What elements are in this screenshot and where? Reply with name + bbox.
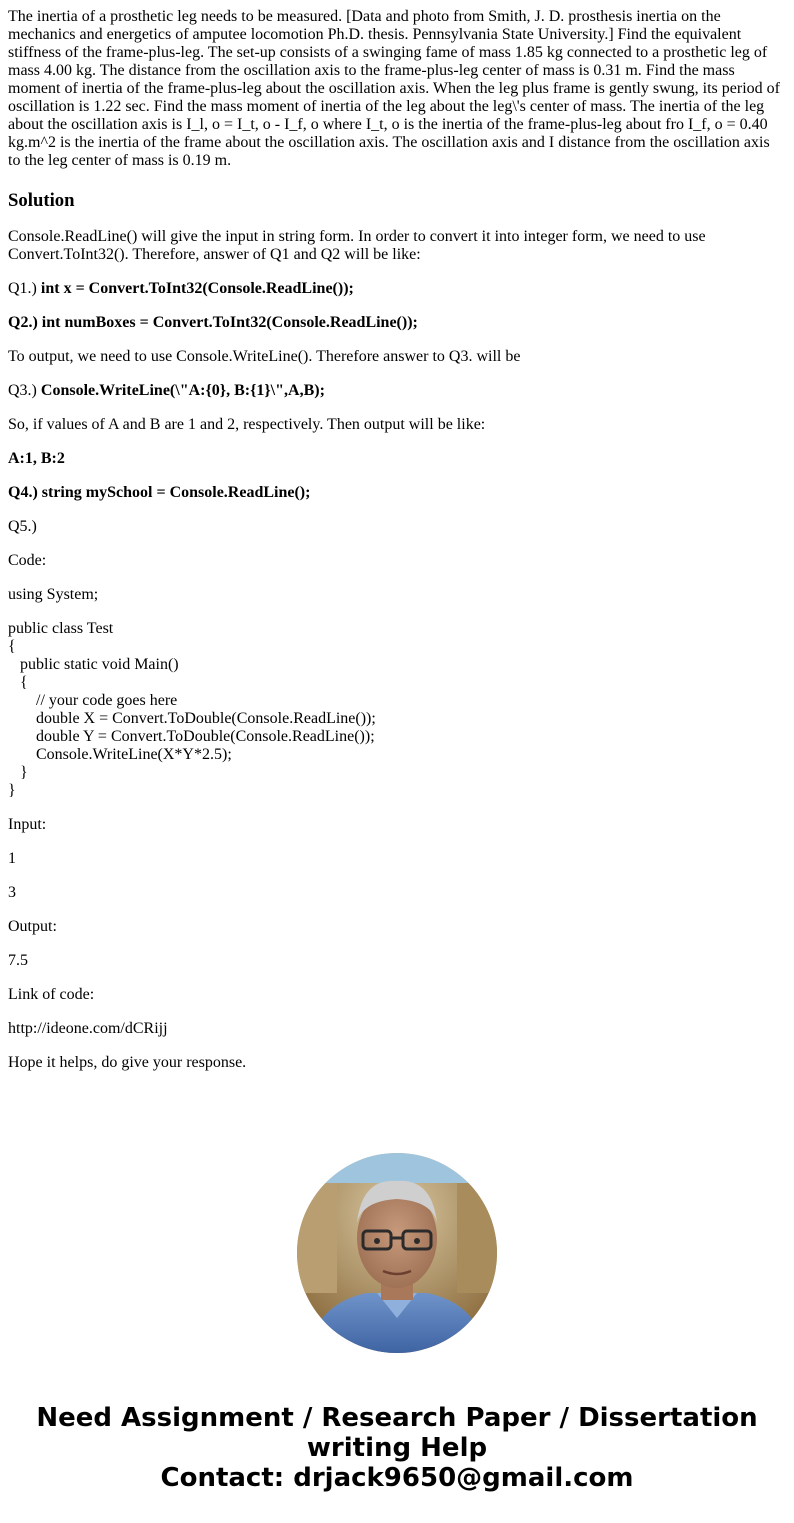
code-using: using System; [8, 586, 99, 603]
q2-answer [8, 314, 786, 332]
advertisement-banner [0, 1403, 794, 1493]
closing-text: Hope it helps, do give your response. [8, 1054, 247, 1071]
input-label: Input: [8, 816, 47, 833]
output-label: Output: [8, 918, 57, 935]
ad-line-1: Need Assignment / Research Paper / Dissertation [36, 1403, 758, 1433]
link-label: Link of code: [8, 986, 95, 1003]
example-output [8, 450, 786, 468]
code-label: Code: [8, 552, 47, 569]
output-value: 7.5 [8, 952, 28, 969]
q4-answer [8, 484, 786, 502]
q1-code: int x = Convert.ToInt32(Console.ReadLine()); [40, 280, 354, 297]
q3-answer [8, 382, 786, 400]
avatar-photo [297, 1153, 497, 1353]
ad-contact: Contact: drjack9650@gmail.com [160, 1463, 634, 1493]
q2-code: Q2.) int numBoxes = Convert.ToInt32(Console.ReadLine()); [8, 314, 418, 331]
solution-heading: Solution [8, 190, 75, 211]
document-body [8, 8, 786, 1088]
q1-label: Q1.) [8, 280, 41, 297]
ad-line-2: writing Help [306, 1433, 488, 1463]
output-intro: To output, we need to use Console.WriteLine(). Therefore answer to Q3. will be [8, 348, 521, 365]
q3-label: Q3.) [8, 382, 41, 399]
code-link: http://ideone.com/dCRijj [8, 1020, 168, 1037]
input-value-1: 1 [8, 850, 16, 867]
author-avatar [297, 1153, 497, 1353]
code-body: public class Test { public static void Main() { // your code goes here double X = Convert.ToDouble(Console.ReadLine()); double Y = Convert.ToDouble(Console.ReadLine()); Console.WriteLine(X*Y*2.5); } } [8, 620, 376, 799]
intro-paragraph: Console.ReadLine() will give the input in string form. In order to convert it into integer form, we need to use Convert.ToInt32(). Therefore, answer of Q1 and Q2 will be like: [8, 228, 706, 263]
q1-answer [8, 280, 786, 298]
q4-code: Q4.) string mySchool = Console.ReadLine(); [8, 484, 311, 501]
input-value-2: 3 [8, 884, 16, 901]
q5-label: Q5.) [8, 518, 37, 535]
example-intro: So, if values of A and B are 1 and 2, respectively. Then output will be like: [8, 416, 486, 433]
q3-code: Console.WriteLine(\"A:{0}, B:{1}\",A,B); [40, 382, 325, 399]
example-output-value: A:1, B:2 [8, 450, 65, 467]
question-text: The inertia of a prosthetic leg needs to be measured. [Data and photo from Smith, J. D. prosthesis inertia on the mechanics and energetics of amputee locomotion Ph.D. thesis. Pennsylvania State University.] Find the equivalent stiffness of the frame-plus-leg. The set-up consists of a swinging fame of mass 1.85 kg connected to a prosthetic leg of mass 4.00 kg. The distance from the oscillation axis to the frame-plus-leg center of mass is 0.31 m. Find the mass moment of inertia of the frame-plus-leg about the oscillation axis. When the leg plus frame is gently swung, its period of oscillation is 1.22 sec. Find the mass moment of inertia of the leg about the leg\'s center of mass. The inertia of the leg about the oscillation axis is I_l, o = I_t, o - I_f, o where I_t, o is the inertia of the frame-plus-leg about fro I_f, o = 0.40 kg.m^2 is the inertia of the frame about the oscillation axis. The oscillation axis and I distance from the oscillation axis to the leg center of mass is 0.19 m. [8, 8, 780, 169]
